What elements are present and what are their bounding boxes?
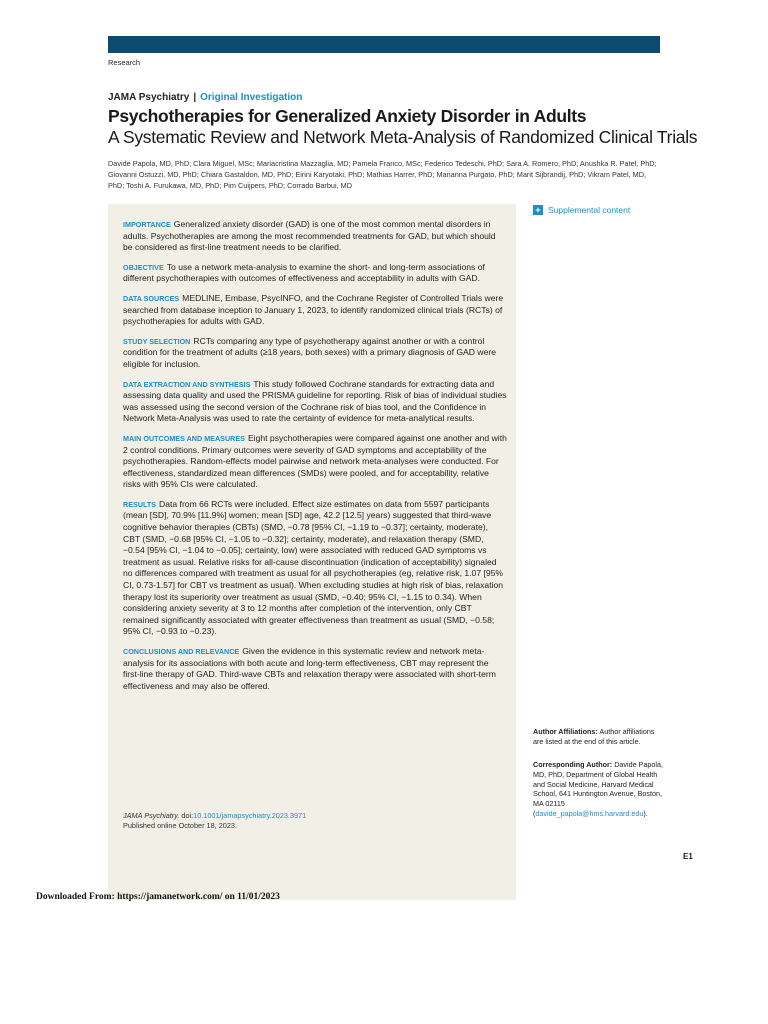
publication-date: Published online October 18, 2023. xyxy=(123,821,237,830)
abstract xyxy=(123,219,507,700)
section-label: Research xyxy=(108,58,141,67)
abstract-heading: DATA EXTRACTION AND SYNTHESIS xyxy=(123,379,251,389)
email-link[interactable]: davide_papola@hms.harvard.edu xyxy=(535,808,644,818)
abstract-text: Generalized anxiety disorder (GAD) is one of the most common mental disorders in adults. Psychotherapies are among the most recommended treatments for GAD, but which should be considered as first-line treatment needs to be clarified. xyxy=(123,219,496,253)
abstract-results xyxy=(123,499,507,638)
abstract-heading: RESULTS xyxy=(123,499,157,509)
abstract-heading: STUDY SELECTION xyxy=(123,336,191,346)
abstract-conclusions xyxy=(123,646,507,692)
affiliations-text: Author affiliations are listed at the end of this article. xyxy=(533,727,655,746)
supplemental-label: Supplemental content xyxy=(548,205,631,215)
author-affiliations xyxy=(533,727,663,747)
citation-journal: JAMA Psychiatry. xyxy=(123,811,180,820)
abstract-heading: DATA SOURCES xyxy=(123,293,180,303)
journal-name: JAMA Psychiatry xyxy=(108,92,190,103)
abstract-heading: OBJECTIVE xyxy=(123,262,164,272)
abstract-text: To use a network meta-analysis to examine the short- and long-term associations of different psychotherapies with outcomes of effectiveness and acceptability in adults with GAD. xyxy=(123,261,485,284)
abstract-text: MEDLINE, Embase, PsycINFO, and the Cochrane Register of Controlled Trials were searched from database inception to January 1, 2023, to identify randomized clinical trials (RCTs) of psychotherapies for adults with GAD. xyxy=(123,292,504,327)
page-number: E1 xyxy=(683,852,693,861)
doi-link[interactable]: 10.1001/jamapsychiatry.2023.3971 xyxy=(193,811,307,820)
abstract-text: Given the evidence in this systematic review and network meta-analysis for its associations with both acute and long-term effectiveness, CBT may represent the first-line therapy of GAD. Third-wave CBTs and relaxation therapy were associated with short-term effectiveness and may also be offered. xyxy=(123,646,496,691)
article-type-link[interactable]: Original Investigation xyxy=(200,92,303,103)
corresponding-author xyxy=(533,760,663,819)
citation xyxy=(123,811,503,831)
abstract-heading: MAIN OUTCOMES AND MEASURES xyxy=(123,433,245,443)
abstract-objective xyxy=(123,262,507,285)
corresponding-close: ). xyxy=(643,808,648,818)
download-footer: Downloaded From: https://jamanetwork.com/ on 11/01/2023 xyxy=(36,892,280,902)
affiliations-label: Author Affiliations: xyxy=(533,727,598,736)
journal-header xyxy=(108,92,302,103)
article-title: Psychotherapies for Generalized Anxiety Disorder in Adults xyxy=(108,106,587,126)
header-separator: | xyxy=(193,92,197,103)
abstract-text: Eight psychotherapies were compared against one another and with 2 control conditions. Primary outcomes were severity of GAD symptoms and acceptability of the psychotherapies. Random-effects model pairwise and network meta-analyses were conducted. For effectiveness, standardized mean differences (SMDs) were pooled, and for acceptability, relative risks with 95% CIs were calculated. xyxy=(123,432,507,490)
journal-banner xyxy=(108,36,660,53)
citation-doi-prefix: doi: xyxy=(181,811,194,820)
article-subtitle: A Systematic Review and Network Meta-Analysis of Randomized Clinical Trials xyxy=(108,127,698,147)
corresponding-label: Corresponding Author: xyxy=(533,760,613,769)
author-list: Davide Papola, MD, PhD; Clara Miguel, MSc; Mariacristina Mazzaglia, MD; Pamela Franco, MSc; Federico Tedeschi, PhD; Sara A. Romero, PhD; Anushka R. Patel, PhD; Giovanni Ostuzzi, MD, PhD; Chiara Gastaldon, MD, PhD; Eirini Karyotaki, PhD; Mathias Harrer, PhD; Marianna Purgato, PhD; Marit Sijbrandij, PhD; Vikram Patel, MD, PhD; Toshi A. Furukawa, MD, PhD; Pim Cuijpers, PhD; Corrado Barbui, MD xyxy=(108,159,657,190)
plus-icon: + xyxy=(533,205,543,215)
abstract-heading: IMPORTANCE xyxy=(123,220,171,229)
abstract-heading: CONCLUSIONS AND RELEVANCE xyxy=(123,647,240,656)
abstract-text: This study followed Cochrane standards for extracting data and assessing data quality and used the PRISMA guideline for reporting. Risk of bias of individual studies was assessed using the second version of the Cochrane risk of bias tool, and the Confidence in Network Meta-Analysis was used to rate the certainty of evidence for meta-analytical results. xyxy=(123,378,507,424)
abstract-study-selection xyxy=(123,336,507,371)
corresponding-text: Davide Papola, MD, PhD, Department of Global Health and Social Medicine, Harvard Medical School, 641 Huntington Avenue, Boston, MA 02115 ( xyxy=(533,760,663,818)
abstract-text: Data from 66 RCTs were included. Effect size estimates on data from 5597 participants (mean [SD], 70.9% [11.9%] women; mean [SD] age, 42.2 [12.5] years) suggested that third-wave cognitive behavior therapies (CBTs) (SMD, −0.78 [95% CI, −1.19 to −0.37]; certainty, moderate), CBT (SMD, −0.68 [95% CI, −1.05 to −0.32]; certainty, moderate), and relaxation therapy (SMD, −0.54 [95% CI, −1.04 to −0.05]; certainty, low) were associated with reduced GAD symptoms vs treatment as usual. Relative risks for all-cause discontinuation (indication of acceptability) signaled no differences compared with treatment as usual for all psychotherapies (eg, relative risk, 1.07 [95% CI, 0.73-1.57] for CBT vs treatment as usual). When excluding studies at high risk of bias, relaxation therapy lost its superiority over treatment as usual (SMD, −0.40; 95% CI, −1.15 to 0.34). When considering anxiety severity at 3 to 12 months after completion of the intervention, only CBT remained significantly associated with greater effectiveness than treatment as usual (SMD, −0.58; 95% CI, −0.93 to −0.23). xyxy=(123,498,504,637)
abstract-outcomes xyxy=(123,433,507,491)
abstract-text: RCTs comparing any type of psychotherapy against another or with a control condition for the treatment of adults (≥18 years, both sexes) with a primary diagnosis of GAD were eligible for inclusion. xyxy=(123,335,496,369)
abstract-importance xyxy=(123,219,507,254)
abstract-data-sources xyxy=(123,293,507,328)
supplemental-content-link[interactable] xyxy=(533,205,630,215)
abstract-extraction xyxy=(123,379,507,425)
